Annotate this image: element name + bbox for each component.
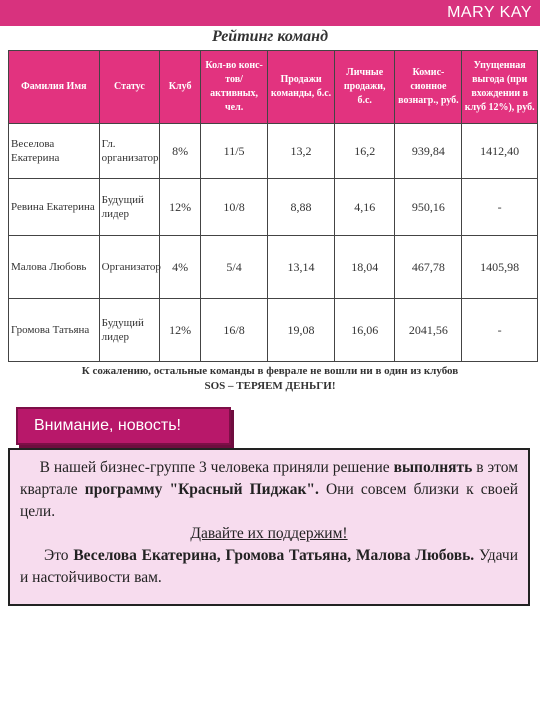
clubs-note-line: К сожалению, остальные команды в феврале не вошли ни в один из клубов [81, 365, 459, 377]
table-header-row [9, 51, 538, 124]
news-paragraph [20, 545, 518, 589]
cell-club: 12% [160, 179, 201, 236]
col-header-lost-benefit: Упущенная выгода (при вхождении в клуб 12%), руб. [462, 51, 538, 124]
cell-team-sales: 8,88 [268, 179, 335, 236]
news-banner-label: Внимание, новость! [34, 417, 181, 434]
news-program-name: программу "Красный Пиджак". [84, 481, 319, 498]
col-header-personal-sales: Личные продажи, б.с. [334, 51, 394, 124]
cell-club: 8% [160, 124, 201, 179]
news-banner [16, 407, 231, 445]
cell-commission: 939,84 [395, 124, 462, 179]
rating-table [8, 50, 538, 362]
brand-bar [0, 0, 540, 26]
cell-lost-benefit: 1405,98 [462, 236, 538, 299]
table-row [9, 299, 538, 362]
cell-team-sales: 13,14 [268, 236, 335, 299]
col-header-club: Клуб [160, 51, 201, 124]
cell-lost-benefit: - [462, 299, 538, 362]
col-header-status: Статус [99, 51, 159, 124]
cell-name: Ревина Екатерина [9, 179, 100, 236]
cell-name: Громова Татьяна [9, 299, 100, 362]
cell-club: 12% [160, 299, 201, 362]
table-row [9, 124, 538, 179]
brand-logo: MARY KAY [447, 4, 532, 21]
cell-personal-sales: 16,2 [334, 124, 394, 179]
cell-status: Организатор [99, 236, 159, 299]
news-text: Это [43, 547, 74, 564]
col-header-commission: Комис-сионное вознагр., руб. [395, 51, 462, 124]
cell-lost-benefit: - [462, 179, 538, 236]
cell-personal-sales: 16,06 [334, 299, 394, 362]
cell-team-sales: 19,08 [268, 299, 335, 362]
cell-consultants: 16/8 [201, 299, 268, 362]
col-header-team-sales: Продажи команды, б.с. [268, 51, 335, 124]
table-row [9, 236, 538, 299]
col-header-name: Фамилия Имя [9, 51, 100, 124]
cell-status: Будущий лидер [99, 179, 159, 236]
cell-status: Гл. организатор [99, 124, 159, 179]
cell-name: Малова Любовь [9, 236, 100, 299]
news-names: Веселова Екатерина, Громова Татьяна, Малова Любовь. [73, 547, 475, 564]
cell-club: 4% [160, 236, 201, 299]
cell-consultants: 5/4 [201, 236, 268, 299]
page-title: Рейтинг команд [212, 28, 328, 45]
cell-team-sales: 13,2 [268, 124, 335, 179]
clubs-note [0, 364, 540, 394]
sos-line: SOS – ТЕРЯЕМ ДЕНЬГИ! [204, 380, 336, 392]
news-text: в этом квартале [20, 459, 518, 498]
news-text: Они совсем близки к своей цели. [20, 481, 518, 520]
news-support-line: Давайте их поддержим! [190, 525, 348, 542]
table-row [9, 179, 538, 236]
cell-name: Веселова Екатерина [9, 124, 100, 179]
news-box [8, 448, 530, 606]
cell-personal-sales: 4,16 [334, 179, 394, 236]
cell-personal-sales: 18,04 [334, 236, 394, 299]
news-paragraph [20, 457, 518, 523]
cell-commission: 467,78 [395, 236, 462, 299]
news-text-bold: выполнять [393, 459, 473, 476]
news-text: Удачи и настойчивости вам. [20, 547, 518, 586]
cell-lost-benefit: 1412,40 [462, 124, 538, 179]
cell-commission: 950,16 [395, 179, 462, 236]
cell-consultants: 10/8 [201, 179, 268, 236]
cell-consultants: 11/5 [201, 124, 268, 179]
cell-status: Будущий лидер [99, 299, 159, 362]
news-text: В нашей бизнес-группе 3 человека приняли решение [39, 459, 394, 476]
col-header-consultants: Кол-во конс-тов/ активных, чел. [201, 51, 268, 124]
cell-commission: 2041,56 [395, 299, 462, 362]
